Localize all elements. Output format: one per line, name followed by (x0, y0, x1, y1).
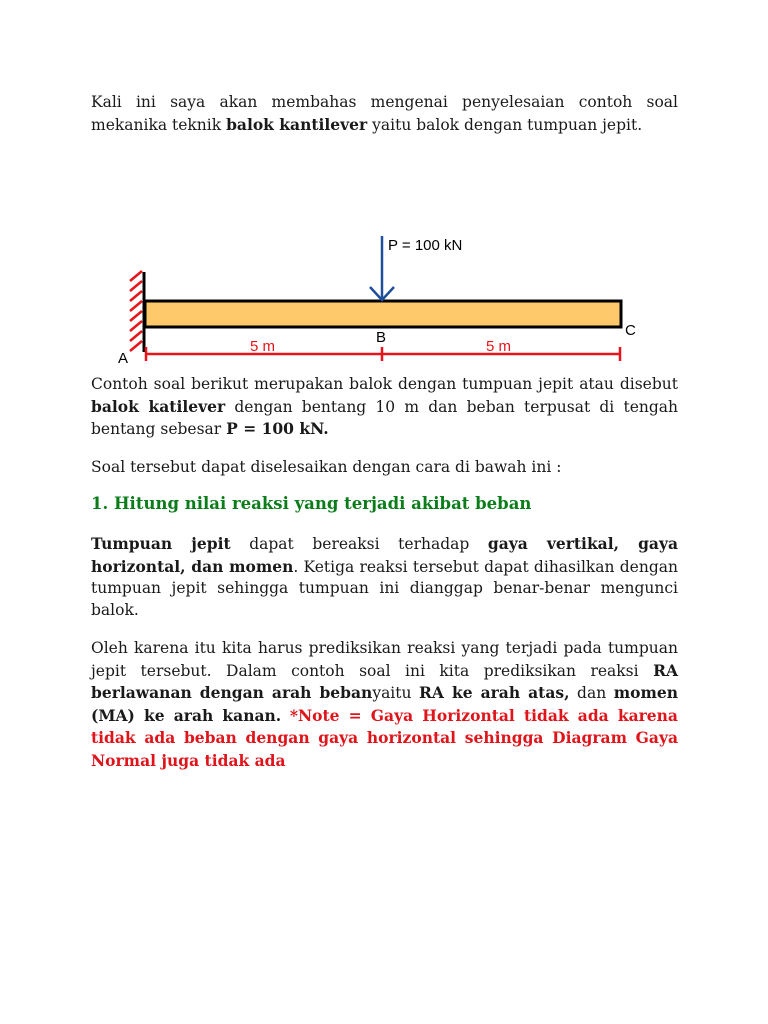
problem-paragraph (91, 374, 678, 441)
fixed-support-icon (130, 271, 144, 352)
cantilever-beam-diagram (0, 150, 768, 367)
point-c-label: C (625, 322, 636, 339)
intro-bold-term: balok kantilever (226, 114, 368, 134)
span-ab-label: 5 m (250, 338, 276, 355)
intro-paragraph (91, 92, 678, 136)
support-paragraph (91, 533, 678, 621)
section-heading: 1. Hitung nilai reaksi yang terjadi akibat beban (91, 494, 532, 513)
support-text-end: . Ketiga reaksi tersebut dapat dihasilkan dengan tumpuan jepit sehingga tumpuan ini dianggap benar-benar mengunci balok. (91, 557, 678, 619)
method-paragraph: Soal tersebut dapat diselesaikan dengan cara di bawah ini : (91, 457, 562, 476)
reaction-bold-1: RA berlawanan dengan arah beban (91, 660, 678, 702)
reaction-space (281, 707, 290, 725)
note-text: *Note = Gaya Horizontal tidak ada karena tidak ada beban dengan gaya horizontal sehingga Diagram Gaya Normal juga tidak ada (91, 705, 678, 770)
problem-bold-term: balok katilever (91, 396, 226, 416)
reaction-bold-3: momen (MA) ke arah kanan. (91, 683, 679, 725)
reaction-text: Oleh karena itu kita harus prediksikan reaksi yang terjadi pada tumpuan jepit tersebut. Dalam contoh soal ini kita prediksikan reaksi (91, 639, 678, 680)
support-bold-term: Tumpuan jepit (91, 534, 231, 553)
point-a-label: A (118, 350, 129, 367)
support-text: dapat bereaksi terhadap (230, 535, 488, 553)
dimension-line (146, 347, 620, 361)
support-forces: gaya vertikal, gaya horizontal, dan momen (91, 534, 678, 576)
problem-text: Contoh soal berikut merupakan balok dengan tumpuan jepit atau disebut (91, 375, 678, 393)
problem-text-mid: dengan bentang 10 m dan beban terpusat di tengah bentang sebesar (91, 397, 678, 438)
point-b-label: B (376, 329, 387, 346)
problem-load-value: P = 100 kN. (226, 419, 329, 438)
intro-text-end: yaitu balok dengan tumpuan jepit. (367, 115, 643, 134)
load-label: P = 100 kN (388, 237, 463, 254)
intro-text: Kali ini saya akan membahas mengenai penyelesaian contoh soal mekanika teknik (91, 93, 678, 134)
reaction-text-3: dan (569, 684, 614, 702)
reaction-text-2: yaitu (372, 684, 420, 702)
reaction-bold-2: RA ke arah atas, (419, 683, 570, 702)
beam (145, 301, 621, 327)
article-body (91, 92, 678, 772)
reaction-paragraph (91, 638, 678, 772)
span-bc-label: 5 m (486, 338, 512, 355)
